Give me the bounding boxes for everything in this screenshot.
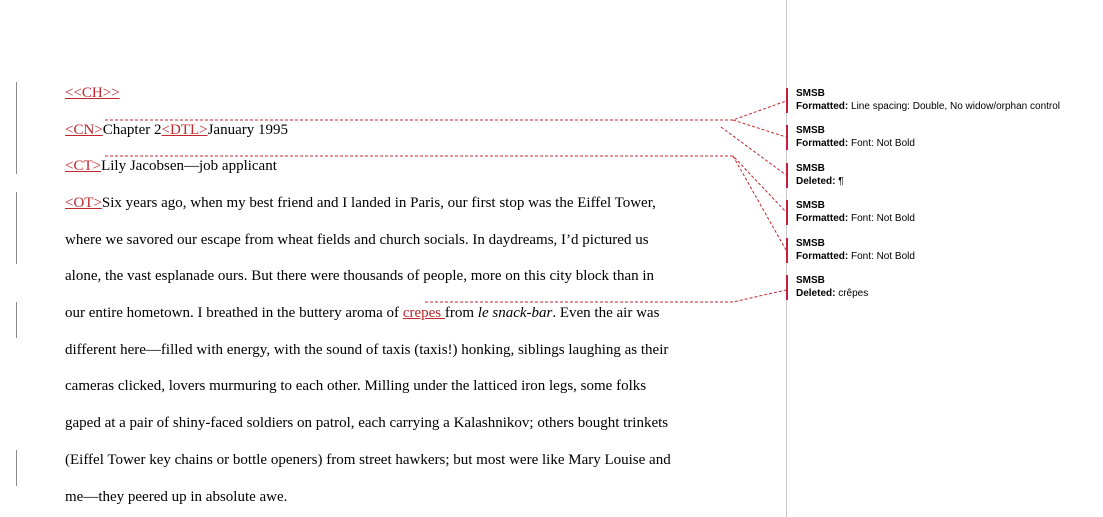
change-bar bbox=[16, 302, 17, 338]
chapter-number: Chapter 2 bbox=[102, 122, 162, 138]
ch-tag: <<CH>> bbox=[65, 85, 120, 101]
comment-text: Font: Not Bold bbox=[848, 250, 915, 262]
comment-text: ¶ bbox=[835, 175, 844, 187]
comment-text: Font: Not Bold bbox=[848, 212, 915, 224]
comment-balloon[interactable] bbox=[786, 200, 1103, 225]
chapter-title-line[interactable] bbox=[65, 157, 277, 175]
comment-balloon[interactable] bbox=[786, 88, 1103, 113]
comment-label: Deleted: bbox=[796, 175, 836, 187]
chapter-date: January 1995 bbox=[207, 122, 288, 138]
comment-balloon[interactable] bbox=[786, 275, 1103, 300]
body-line-6[interactable] bbox=[65, 377, 646, 395]
body-text: where we savored our escape from wheat fields and church socials. In daydreams, I’d pictured us bbox=[65, 232, 649, 248]
change-bar bbox=[16, 450, 17, 486]
comment-author: SMSB bbox=[796, 125, 825, 136]
change-bar bbox=[16, 82, 17, 174]
body-line-1[interactable] bbox=[65, 194, 656, 212]
body-text: (Eiffel Tower key chains or bottle openers) from street hawkers; but most were like Mary Louise and bbox=[65, 452, 671, 468]
body-text: our entire hometown. I breathed in the buttery aroma of bbox=[65, 305, 403, 321]
comment-author: SMSB bbox=[796, 163, 825, 174]
comment-author: SMSB bbox=[796, 88, 825, 99]
comment-balloon[interactable] bbox=[786, 125, 1103, 150]
comment-author: SMSB bbox=[796, 200, 825, 211]
body-text: from bbox=[444, 305, 478, 321]
body-line-8[interactable] bbox=[65, 451, 671, 469]
inserted-text: crepes bbox=[402, 305, 445, 321]
dtl-tag: <DTL> bbox=[161, 122, 208, 138]
comment-balloon[interactable] bbox=[786, 238, 1103, 263]
chapter-number-line[interactable] bbox=[65, 121, 288, 139]
body-text: me—they peered up in absolute awe. bbox=[65, 489, 288, 505]
comment-author: SMSB bbox=[796, 238, 825, 249]
comment-label: Formatted: bbox=[796, 212, 849, 224]
body-line-2[interactable] bbox=[65, 231, 649, 249]
comment-author: SMSB bbox=[796, 275, 825, 286]
comment-label: Formatted: bbox=[796, 100, 849, 112]
cn-tag: <CN> bbox=[65, 122, 103, 138]
comment-text: Font: Not Bold bbox=[848, 137, 915, 149]
body-text: cameras clicked, lovers murmuring to each other. Milling under the latticed iron legs, some folks bbox=[65, 378, 647, 394]
body-text: Six years ago, when my best friend and I landed in Paris, our first stop was the Eiffel Tower, bbox=[101, 195, 656, 211]
comment-balloon[interactable] bbox=[786, 163, 1103, 188]
comment-text: Line spacing: Double, No widow/orphan control bbox=[848, 100, 1061, 112]
body-line-5[interactable] bbox=[65, 341, 668, 359]
body-line-9[interactable] bbox=[65, 488, 287, 506]
ct-tag: <CT> bbox=[65, 158, 102, 174]
chapter-head-line[interactable] bbox=[65, 84, 120, 102]
body-text: gaped at a pair of shiny-faced soldiers on patrol, each carrying a Kalashnikov; others bought trinkets bbox=[65, 415, 669, 431]
chapter-title: Lily Jacobsen—job applicant bbox=[101, 158, 277, 174]
comment-label: Formatted: bbox=[796, 137, 849, 149]
body-line-3[interactable] bbox=[65, 267, 654, 285]
body-text: different here—filled with energy, with the sound of taxis (taxis!) honking, siblings laughing as their bbox=[65, 342, 669, 358]
body-line-4[interactable] bbox=[65, 304, 659, 322]
comment-label: Deleted: bbox=[796, 287, 836, 299]
comment-label: Formatted: bbox=[796, 250, 849, 262]
body-text: alone, the vast esplanade ours. But there were thousands of people, more on this city block than in bbox=[65, 268, 655, 284]
body-text: . Even the air was bbox=[552, 305, 660, 321]
comment-text: crêpes bbox=[835, 287, 869, 299]
italic-text: le snack-bar bbox=[477, 305, 553, 321]
ot-tag: <OT> bbox=[65, 195, 102, 211]
body-line-7[interactable] bbox=[65, 414, 668, 432]
change-bar bbox=[16, 192, 17, 264]
